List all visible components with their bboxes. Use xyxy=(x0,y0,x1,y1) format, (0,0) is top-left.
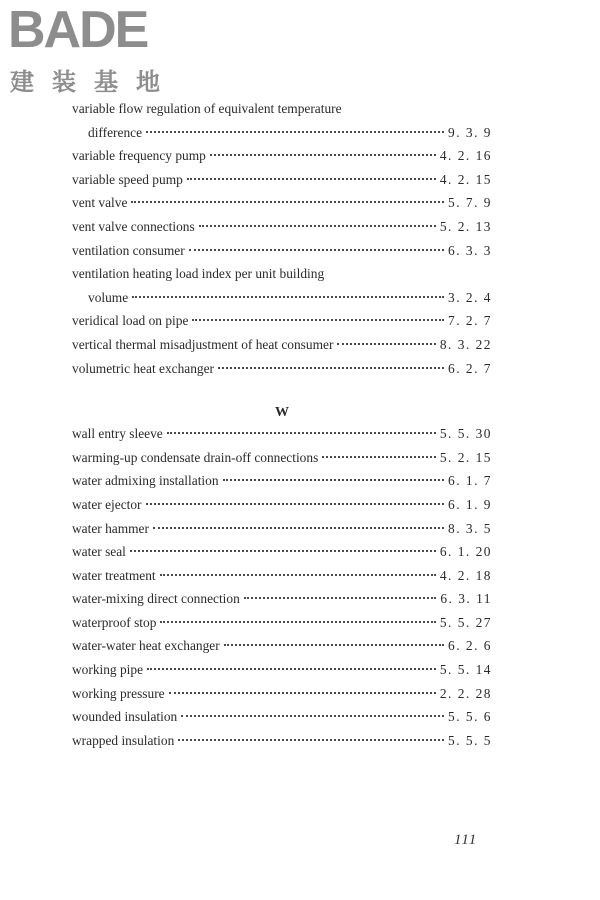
index-entry xyxy=(72,426,492,450)
entry-term: volume xyxy=(88,289,129,305)
index-entry xyxy=(72,361,492,385)
entry-reference: 4. 2. 16 xyxy=(439,148,492,164)
entry-term: water hammer xyxy=(72,520,149,536)
index-entry xyxy=(72,219,492,243)
dot-leader xyxy=(210,154,436,156)
entry-reference: 6. 1. 7 xyxy=(448,473,492,489)
dot-leader xyxy=(322,456,436,458)
index-entry xyxy=(72,544,492,568)
index-entry xyxy=(72,733,492,757)
entry-term: vertical thermal misadjustment of heat consumer xyxy=(72,336,334,352)
entry-term: water ejector xyxy=(72,496,142,512)
dot-leader xyxy=(192,319,444,321)
entry-term: wall entry sleeve xyxy=(72,426,163,442)
dot-leader xyxy=(187,178,436,180)
dot-leader xyxy=(167,432,436,434)
index-entry xyxy=(72,148,492,172)
entry-term: difference xyxy=(88,124,143,140)
entry-term: working pipe xyxy=(72,662,144,678)
entry-term: vent valve connections xyxy=(72,218,195,234)
index-list xyxy=(72,101,492,756)
entry-reference: 8. 3. 22 xyxy=(439,336,492,352)
dot-leader xyxy=(181,715,444,717)
entry-reference: 8. 3. 5 xyxy=(448,520,492,536)
dot-leader xyxy=(337,343,435,345)
entry-term: working pressure xyxy=(72,685,165,701)
entry-term: warming-up condensate drain-off connections xyxy=(72,449,319,465)
dot-leader xyxy=(146,503,445,505)
entry-reference: 6. 1. 20 xyxy=(439,544,492,560)
entry-term: water treatment xyxy=(72,567,156,583)
index-entry xyxy=(72,591,492,615)
entry-term: water admixing installation xyxy=(72,473,219,489)
entry-term: waterproof stop xyxy=(72,614,157,630)
index-entry xyxy=(72,266,492,290)
entry-reference: 6. 2. 6 xyxy=(448,638,492,654)
entry-reference: 5. 5. 27 xyxy=(439,614,492,630)
entry-term: ventilation heating load index per unit building xyxy=(72,266,325,282)
entry-reference: 5. 5. 30 xyxy=(439,426,492,442)
index-entry xyxy=(72,568,492,592)
index-entry xyxy=(72,638,492,662)
index-entry xyxy=(72,450,492,474)
watermark-logo xyxy=(8,2,178,98)
index-entry xyxy=(72,662,492,686)
entry-reference: 4. 2. 15 xyxy=(439,171,492,187)
dot-leader xyxy=(130,550,436,552)
entry-term: wrapped insulation xyxy=(72,732,175,748)
index-entry xyxy=(72,243,492,267)
entry-term: wounded insulation xyxy=(72,709,178,725)
entry-reference: 5. 2. 13 xyxy=(439,218,492,234)
entry-reference: 3. 2. 4 xyxy=(448,289,492,305)
dot-leader xyxy=(244,597,437,599)
index-group-w xyxy=(72,426,492,756)
entry-reference: 5. 5. 6 xyxy=(448,709,492,725)
dot-leader xyxy=(189,249,444,251)
entry-reference: 5. 2. 15 xyxy=(439,449,492,465)
entry-reference: 5. 5. 5 xyxy=(448,732,492,748)
entry-reference: 7. 2. 7 xyxy=(448,313,492,329)
entry-term: water-water heat exchanger xyxy=(72,638,220,654)
dot-leader xyxy=(199,225,436,227)
entry-term: vent valve xyxy=(72,195,128,211)
dot-leader xyxy=(178,739,444,741)
dot-leader xyxy=(146,131,444,133)
entry-reference: 6. 3. 3 xyxy=(448,242,492,258)
entry-term: ventilation consumer xyxy=(72,242,185,258)
dot-leader xyxy=(160,621,435,623)
entry-term: variable speed pump xyxy=(72,171,183,187)
entry-term: water seal xyxy=(72,544,126,560)
dot-leader xyxy=(218,367,444,369)
dot-leader xyxy=(224,644,444,646)
index-entry xyxy=(72,686,492,710)
index-entry xyxy=(72,172,492,196)
logo-wordmark: BADE xyxy=(8,1,148,59)
index-entry xyxy=(72,125,492,149)
index-entry xyxy=(72,521,492,545)
index-entry xyxy=(72,195,492,219)
entry-reference: 9. 3. 9 xyxy=(448,124,492,140)
entry-term: variable flow regulation of equivalent temperature xyxy=(72,101,342,116)
entry-reference: 6. 2. 7 xyxy=(448,360,492,376)
index-entry xyxy=(72,290,492,314)
index-entry xyxy=(72,337,492,361)
index-entry xyxy=(72,101,492,125)
section-letter: W xyxy=(275,405,289,421)
dot-leader xyxy=(132,296,444,298)
entry-reference: 4. 2. 18 xyxy=(439,567,492,583)
index-entry xyxy=(72,497,492,521)
dot-leader xyxy=(223,479,444,481)
index-group-v xyxy=(72,101,492,384)
index-entry xyxy=(72,615,492,639)
index-entry xyxy=(72,313,492,337)
entry-reference: 6. 1. 9 xyxy=(448,496,492,512)
entry-reference: 5. 7. 9 xyxy=(448,195,492,211)
dot-leader xyxy=(147,668,436,670)
index-entry xyxy=(72,473,492,497)
entry-term: veridical load on pipe xyxy=(72,313,189,329)
dot-leader xyxy=(160,574,436,576)
entry-reference: 6. 3. 11 xyxy=(440,591,492,607)
entry-reference: 2. 2. 28 xyxy=(439,685,492,701)
page-number: 111 xyxy=(454,832,478,848)
index-entry xyxy=(72,709,492,733)
entry-term: water-mixing direct connection xyxy=(72,591,240,607)
dot-leader xyxy=(131,201,444,203)
entry-term: volumetric heat exchanger xyxy=(72,360,215,376)
dot-leader xyxy=(169,692,436,694)
logo-subtitle: 建装基地 xyxy=(10,68,178,96)
entry-reference: 5. 5. 14 xyxy=(439,662,492,678)
entry-term: variable frequency pump xyxy=(72,148,206,164)
dot-leader xyxy=(153,527,444,529)
